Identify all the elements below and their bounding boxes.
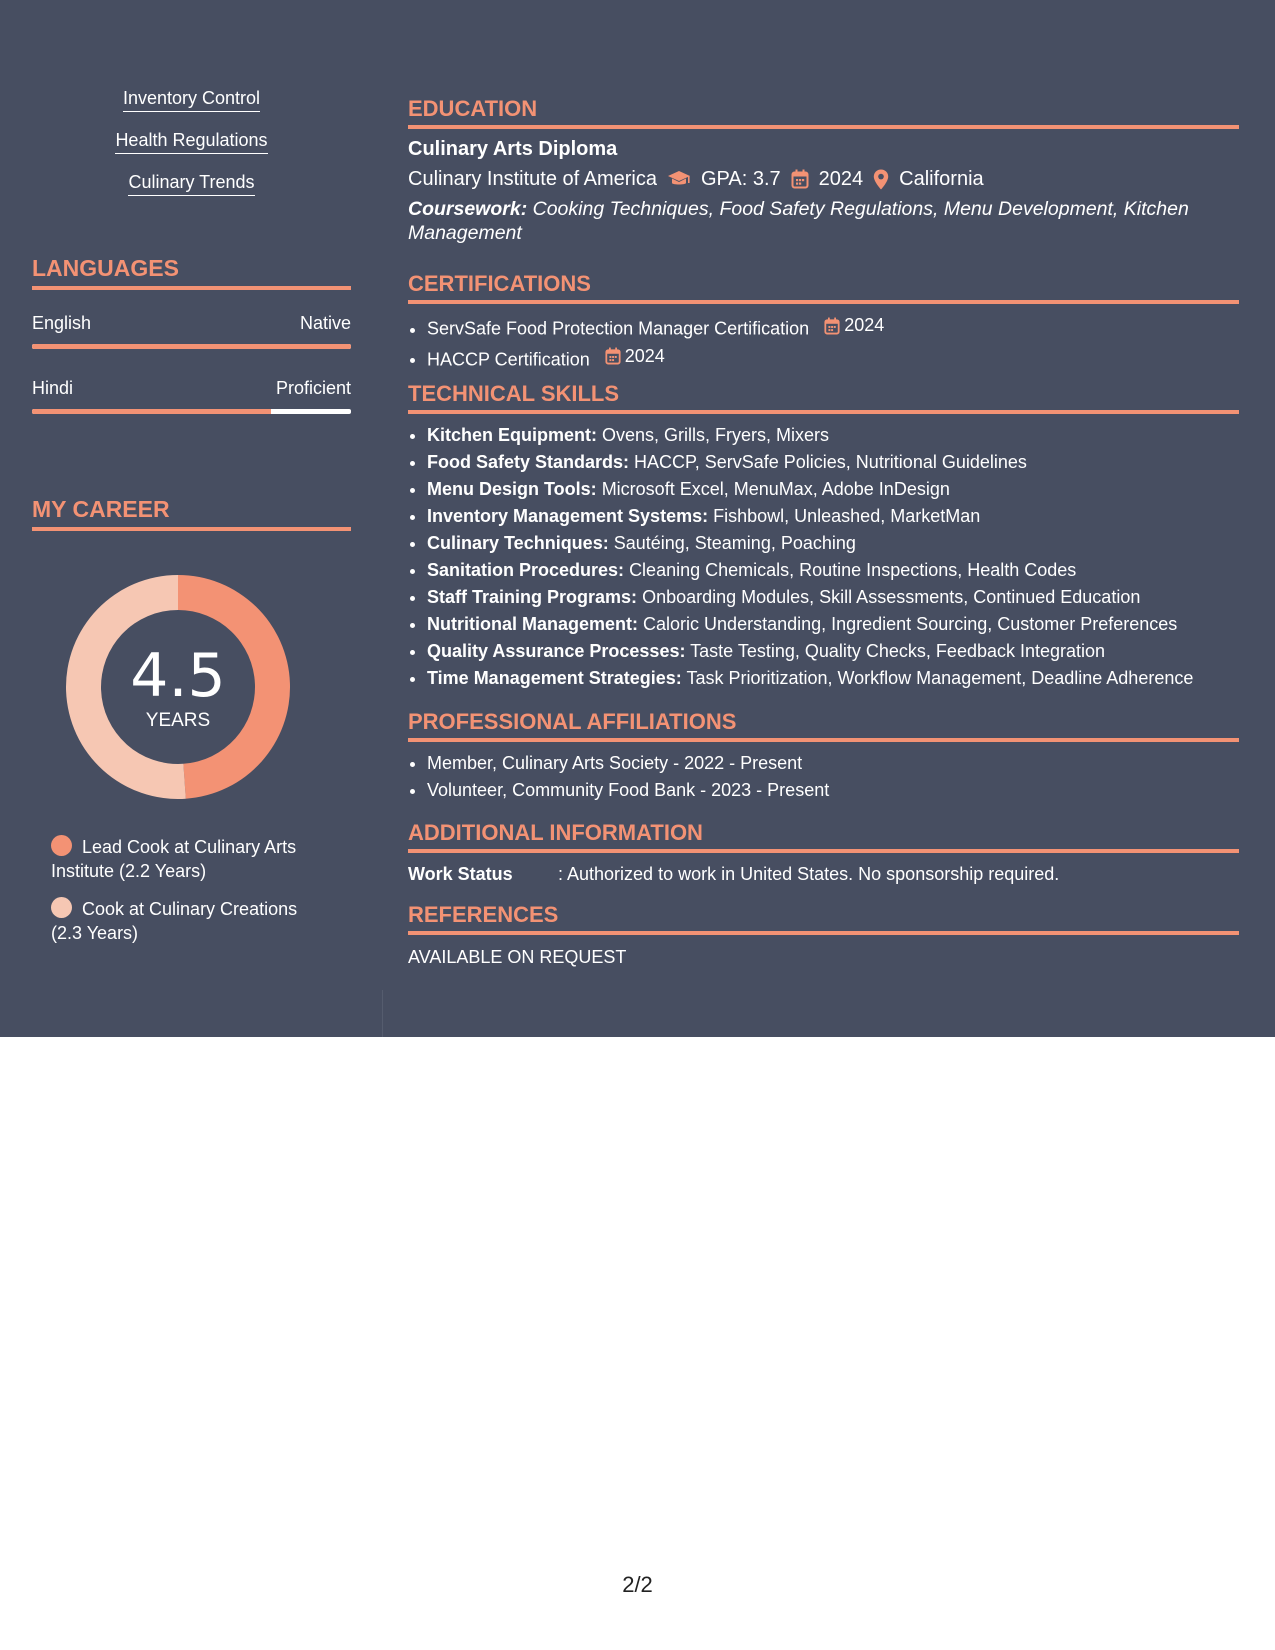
calendar-icon: [824, 317, 840, 335]
skill-label: Food Safety Standards:: [427, 452, 630, 472]
skill-item: [427, 449, 1239, 476]
work-status-value: : Authorized to work in United States. No sponsorship required.: [558, 864, 1060, 884]
school-location: California: [899, 168, 984, 190]
language-level: Native: [299, 313, 351, 333]
languages-section: [32, 254, 351, 414]
skill-label: Time Management Strategies:: [427, 668, 682, 688]
column-divider: [382, 990, 383, 1037]
section-title: MY CAREER: [32, 496, 170, 522]
section-divider: [408, 849, 1239, 853]
language-bar: [32, 344, 351, 349]
language-bar: [32, 409, 351, 414]
school-name: Culinary Institute of America: [408, 168, 657, 190]
skill-item: [427, 584, 1239, 611]
skill-value: Microsoft Excel, MenuMax, Adobe InDesign: [601, 479, 950, 499]
skill-item: [427, 638, 1239, 665]
section-divider: [408, 125, 1239, 129]
legend-label: Cook at Culinary Creations (2.3 Years): [51, 899, 298, 943]
references-section: [408, 902, 1239, 968]
graduation-cap-icon: [667, 169, 691, 189]
skill-item: [427, 422, 1239, 449]
section-title: PROFESSIONAL AFFILIATIONS: [408, 709, 737, 734]
degree-title: Culinary Arts Diploma: [408, 138, 618, 160]
skill-item: [427, 611, 1239, 638]
skill-label: Inventory Management Systems:: [427, 506, 709, 526]
certification-item: [427, 343, 1239, 374]
certification-name: ServSafe Food Protection Manager Certification: [427, 318, 810, 339]
gpa: GPA: 3.7: [701, 168, 781, 190]
language-name: English: [32, 313, 92, 333]
skill-value: Task Prioritization, Workflow Management, Deadline Adherence: [686, 668, 1194, 688]
skill-item: [427, 530, 1239, 557]
skill-label: Culinary Techniques:: [427, 533, 609, 553]
work-status-row: [408, 863, 1239, 885]
affiliation-item: • Volunteer, Community Food Bank - 2023 - Present: [427, 777, 1239, 804]
coursework-label: Coursework:: [408, 198, 528, 220]
coursework: [408, 197, 1239, 245]
legend-label: Lead Cook at Culinary Arts Institute (2.2 Years): [51, 837, 297, 881]
skill-value: Taste Testing, Quality Checks, Feedback Integration: [690, 641, 1106, 661]
coursework-list: Cooking Techniques, Food Safety Regulations, Menu Development, Kitchen Management: [408, 198, 1189, 244]
career-section: [32, 495, 351, 943]
donut-center: [66, 641, 290, 732]
skill-label: Sanitation Procedures:: [427, 560, 625, 580]
references-text: AVAILABLE ON REQUEST: [408, 947, 627, 967]
certification-year: 2024: [844, 315, 885, 335]
section-divider: [408, 410, 1239, 414]
skill-label: Staff Training Programs:: [427, 587, 638, 607]
language-item: [32, 312, 351, 349]
skill-label: Nutritional Management:: [427, 614, 639, 634]
language-bar-fill: [32, 409, 271, 414]
skill-tags: [32, 88, 351, 214]
language-bar-fill: [32, 344, 351, 349]
skill-value: Cleaning Chemicals, Routine Inspections, Health Codes: [629, 560, 1077, 580]
skill-item: [427, 557, 1239, 584]
language-level: Proficient: [275, 378, 351, 398]
section-title: ADDITIONAL INFORMATION: [408, 820, 703, 845]
skill-tag: Culinary Trends: [128, 172, 254, 196]
skill-value: Ovens, Grills, Fryers, Mixers: [602, 425, 830, 445]
skill-value: HACCP, ServSafe Policies, Nutritional Guidelines: [634, 452, 1027, 472]
education-section: [408, 96, 1239, 245]
skill-value: Onboarding Modules, Skill Assessments, Continued Education: [642, 587, 1141, 607]
section-title: REFERENCES: [408, 902, 559, 927]
language-item: [32, 377, 351, 414]
education-meta: [408, 167, 1239, 191]
skill-label: Menu Design Tools:: [427, 479, 597, 499]
skill-tag: Inventory Control: [123, 88, 260, 112]
skill-value: Sautéing, Steaming, Poaching: [613, 533, 856, 553]
certification-year: 2024: [624, 345, 665, 366]
affiliations-section: [408, 709, 1239, 804]
skill-item: [427, 476, 1239, 503]
career-total-unit: YEARS: [145, 710, 211, 731]
skill-label: Quality Assurance Processes:: [427, 641, 686, 661]
section-title: TECHNICAL SKILLS: [408, 381, 620, 406]
certification-name: HACCP Certification: [427, 349, 590, 369]
skill-value: Caloric Understanding, Ingredient Sourcing, Customer Preferences: [643, 614, 1178, 634]
legend-item: [51, 897, 331, 945]
calendar-icon: [605, 347, 621, 365]
legend-dot-icon: [51, 835, 72, 856]
certification-item: [427, 312, 1239, 343]
skill-item: [427, 503, 1239, 530]
section-divider: [408, 300, 1239, 304]
technical-skills-list: [408, 422, 1239, 692]
certifications-list: [408, 312, 1239, 373]
location-pin-icon: [873, 169, 889, 190]
career-legend: [51, 835, 331, 959]
section-divider: [32, 286, 351, 290]
skill-tag: Health Regulations: [115, 130, 267, 154]
section-title: LANGUAGES: [32, 255, 179, 281]
section-title: CERTIFICATIONS: [408, 271, 591, 296]
skill-value: Fishbowl, Unleashed, MarketMan: [713, 506, 981, 526]
career-total-value: 4.5: [130, 641, 226, 711]
section-divider: [408, 738, 1239, 742]
additional-info-section: [408, 820, 1239, 885]
skill-label: Kitchen Equipment:: [427, 425, 597, 445]
graduation-year: 2024: [818, 168, 864, 190]
work-status-label: Work Status: [408, 864, 513, 884]
skill-item: [427, 665, 1239, 692]
section-divider: [408, 931, 1239, 935]
legend-item: [51, 835, 331, 883]
section-divider: [32, 527, 351, 531]
section-title: EDUCATION: [408, 96, 538, 121]
affiliations-list: [408, 750, 1239, 804]
legend-dot-icon: [51, 897, 72, 918]
page-number: 2/2: [622, 1572, 653, 1597]
calendar-icon: [791, 169, 809, 189]
technical-skills-section: [408, 381, 1239, 692]
language-name: Hindi: [32, 378, 74, 398]
affiliation-item: • Member, Culinary Arts Society - 2022 - Present: [427, 750, 1239, 777]
certifications-section: [408, 271, 1239, 373]
